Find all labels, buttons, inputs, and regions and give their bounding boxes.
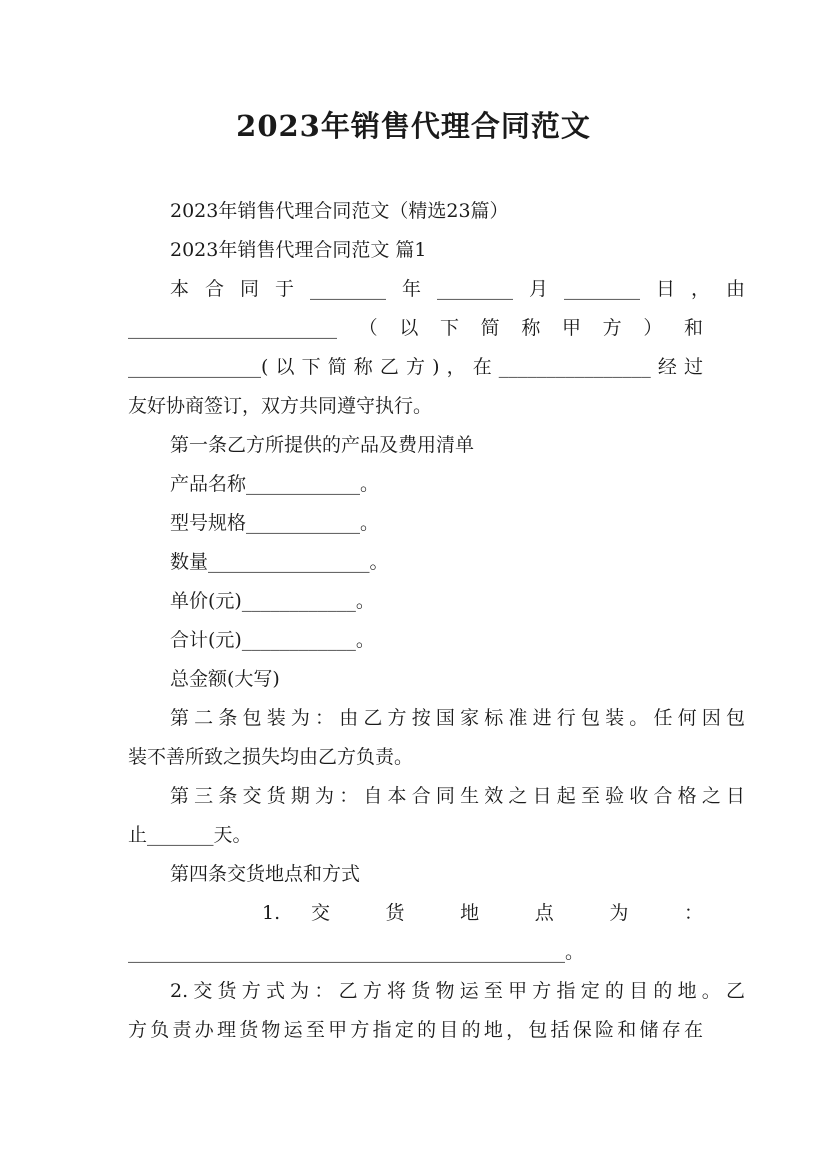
paragraph-line: 2.交货方式为：乙方将货物运至甲方指定的目的地。乙	[170, 980, 745, 1002]
form-field-line: 总金额(大写)	[170, 668, 280, 690]
paragraph-line: 装不善所致之损失均由乙方负责。	[128, 746, 414, 768]
paragraph-line: 方负责办理货物运至甲方指定的目的地，包括保险和储存在	[128, 1019, 703, 1041]
paragraph-line: ______________(以下简称乙方)，在________________经过	[128, 356, 703, 378]
paragraph-line: 本合同于________年________月________日，由	[170, 278, 745, 300]
form-field-line: ______________________________________________。	[128, 941, 585, 963]
form-field-line: 合计(元)____________。	[170, 629, 375, 651]
paragraph-line: 友好协商签订，双方共同遵守执行。	[128, 395, 433, 417]
paragraph-line: 第二条包装为：由乙方按国家标准进行包装。任何因包	[170, 707, 745, 729]
paragraph-line: 1. 交 货 地 点 为 ：	[262, 902, 703, 924]
paragraph-line: 止_______天。	[128, 824, 252, 846]
paragraph-line: 第三条交货期为：自本合同生效之日起至验收合格之日	[170, 785, 745, 807]
form-field-line: 数量_________________。	[170, 551, 389, 573]
form-field-line: 型号规格____________。	[170, 512, 380, 534]
paragraph-line: ______________________（以下简称甲方）和	[128, 317, 703, 339]
section-heading: 2023年销售代理合同范文 篇1	[170, 239, 427, 261]
document-title: 2023年销售代理合同范文	[236, 109, 591, 143]
form-field-line: 产品名称____________。	[170, 473, 380, 495]
clause-heading: 第四条交货地点和方式	[170, 863, 361, 885]
subtitle-line: 2023年销售代理合同范文（精选23篇）	[170, 200, 509, 222]
form-field-line: 单价(元)____________。	[170, 590, 375, 612]
clause-heading: 第一条乙方所提供的产品及费用清单	[170, 434, 475, 456]
